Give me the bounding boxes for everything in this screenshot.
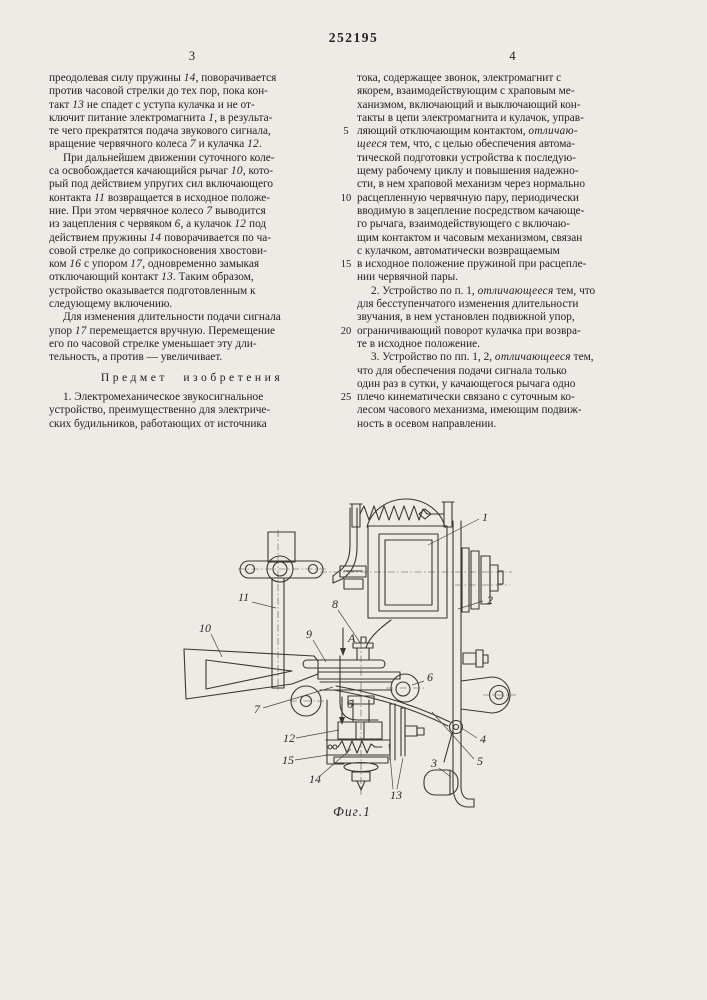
figure-label: 10 (199, 621, 211, 635)
view-label-a: A (348, 631, 356, 645)
text-line: щееся тем, что, с целью обеспечения автома- (357, 138, 576, 151)
view-arrow-a (340, 628, 346, 656)
figure-label: 3 (431, 756, 437, 770)
figure-label: 1 (482, 510, 488, 524)
figure-label: 6 (427, 670, 433, 684)
patent-number: 252195 (328, 30, 379, 45)
line-number: 20 (340, 326, 352, 337)
text-line: звучания, в нем установлен подвижной упор, (357, 311, 575, 324)
frame-ear (461, 650, 510, 713)
text-line: го рычага, взаимодействующего с включаю- (357, 218, 570, 231)
figure-label: 12 (283, 731, 295, 745)
leader-lines (211, 519, 483, 789)
text-line: с кулачком, автоматически возвращаемым (357, 244, 560, 257)
text-line: преодолевая силу пружины 14, поворачивается (49, 72, 277, 84)
text-line: 2. Устройство по п. 1, отличающееся тем, что (371, 284, 596, 297)
figure-label: 5 (477, 754, 483, 768)
text-line: ограничивающий поворот кулачка при возвра- (357, 324, 581, 337)
text-line: в исходное положение пружиной при расцепле- (357, 258, 587, 271)
text-line: плечо кинематически связано с суточным ко- (357, 391, 575, 404)
text-line: совой стрелке до соприкосновения хвостови- (49, 244, 267, 257)
text-line: что для обеспечения подачи сигнала только (357, 364, 567, 377)
right-column (357, 72, 668, 431)
text-line: такты в цепи электромагнита и кулачок, управ- (357, 111, 584, 124)
horn-lever (184, 649, 318, 699)
text-line: следующему включению. (49, 298, 173, 311)
text-line: нии червячной пары. (357, 271, 459, 284)
text-line: ние. При этом червячное колесо 7 выводится (49, 204, 266, 217)
figure-label: 4 (480, 732, 486, 746)
text-line: са освобождается качающийся рычаг 10, кото- (49, 165, 274, 178)
text-line: якорем, взаимодействующим с храповым ме- (357, 85, 575, 98)
left-column-part1 (49, 72, 335, 365)
line-number: 15 (340, 259, 352, 270)
text-line: ключит питание электромагнита 1, в результа- (49, 111, 273, 124)
text-line: отключающий контакт 13. Таким образом, (49, 271, 254, 284)
text-line: 3. Устройство по пп. 1, 2, отличающееся тем, (371, 351, 594, 364)
figure-labels (199, 510, 493, 802)
text-line: щим контактом и часовым механизмом, связан (357, 231, 583, 244)
text-line: сти, в нем храповой механизм через нормально (357, 178, 585, 191)
text-line: ляющий отключающим контактом, отличаю- (357, 125, 578, 138)
line-number: 25 (340, 392, 352, 403)
patent-figure (170, 495, 550, 840)
figure-label: 7 (254, 702, 260, 716)
text-line: действием пружины 14 поворачивается по ча- (49, 231, 272, 244)
return-spring (326, 700, 390, 790)
figure-label: 13 (390, 788, 402, 802)
figure-label: 11 (238, 590, 250, 604)
text-line: ских будильников, работающих от источника (49, 417, 267, 430)
figure-label: 15 (282, 753, 294, 767)
text-line: из зацепления с червяком 6, а кулачок 12 под (49, 218, 267, 231)
line-number-gutter (336, 72, 356, 432)
line-number: 10 (340, 193, 352, 204)
figure-caption: Фиг.1 (333, 804, 371, 819)
pivot-crossbar (240, 532, 323, 582)
right-column-lines (357, 72, 668, 431)
leaf-spring (334, 686, 463, 762)
text-line: ком 16 с упором 17, одновременно замыкая (49, 258, 260, 271)
text-line: контакта 11 возвращается в исходное положе- (49, 191, 271, 204)
armature-stack (462, 548, 503, 612)
text-line: лесом часового механизма, имеющим подвиж- (357, 404, 582, 417)
text-line: рый под действием упругих сил включающего (49, 178, 274, 191)
disconnect-contact (390, 704, 424, 760)
text-line: тельность, а против — увеличивает. (49, 351, 223, 364)
text-line: тической подготовки устройства к последую- (357, 151, 576, 164)
text-line: ность в осевом направлении. (357, 417, 497, 430)
text-line: устройство оказывается подготовленным к (49, 284, 256, 297)
line-number: 5 (343, 126, 349, 137)
text-line: его по часовой стрелке уменьшает эту дли- (49, 337, 257, 350)
text-line: тока, содержащее звонок, электромагнит с (357, 72, 562, 84)
text-line: для бесступенчатого изменения длительности (357, 298, 579, 311)
figure-label: 9 (306, 627, 312, 641)
text-line: При дальнейшем движении суточного коле- (63, 151, 275, 164)
text-line: те в исходное положение. (357, 337, 480, 350)
text-line: упор 17 перемещается вручную. Перемещение (49, 324, 276, 337)
page-number-left: 3 (188, 49, 196, 63)
text-line: вводимую в зацепление посредством качающе- (357, 204, 585, 217)
figure-label: 14 (309, 772, 321, 786)
text-line: расцепленную червячную пару, периодически (357, 191, 579, 204)
figure-label: 8 (332, 597, 338, 611)
left-column (49, 72, 335, 431)
view-label-b: б (347, 697, 354, 711)
terminal-screws (340, 566, 366, 589)
text-line: щему рабочему циклу и повышения надежно- (357, 165, 579, 178)
text-line: устройство, преимущественно для электриче- (49, 404, 271, 417)
hammer-spring (360, 506, 444, 520)
text-line: вращение червячного колеса 7 и кулачка 12. (49, 138, 262, 151)
text-line: один раз в сутки, у качающегося рычага одно (357, 377, 576, 390)
page-number-right: 4 (509, 49, 516, 63)
text-line: те чего прекратятся подача звукового сигнала, (49, 125, 271, 138)
text-line: против часовой стрелки до тех пор, пока кон- (49, 85, 268, 98)
text-line: 1. Электромеханическое звукосигнальное (63, 391, 264, 404)
left-column-part2 (49, 391, 335, 431)
text-line: ханизмом, включающий и выключающий кон- (357, 98, 581, 111)
figure-label: 2 (487, 593, 493, 607)
claims-heading: Предмет изобретения (100, 371, 284, 385)
text-line: Для изменения длительности подачи сигнала (63, 311, 281, 324)
text-line: такт 13 не спадет с уступа кулачка и не от- (49, 98, 255, 111)
